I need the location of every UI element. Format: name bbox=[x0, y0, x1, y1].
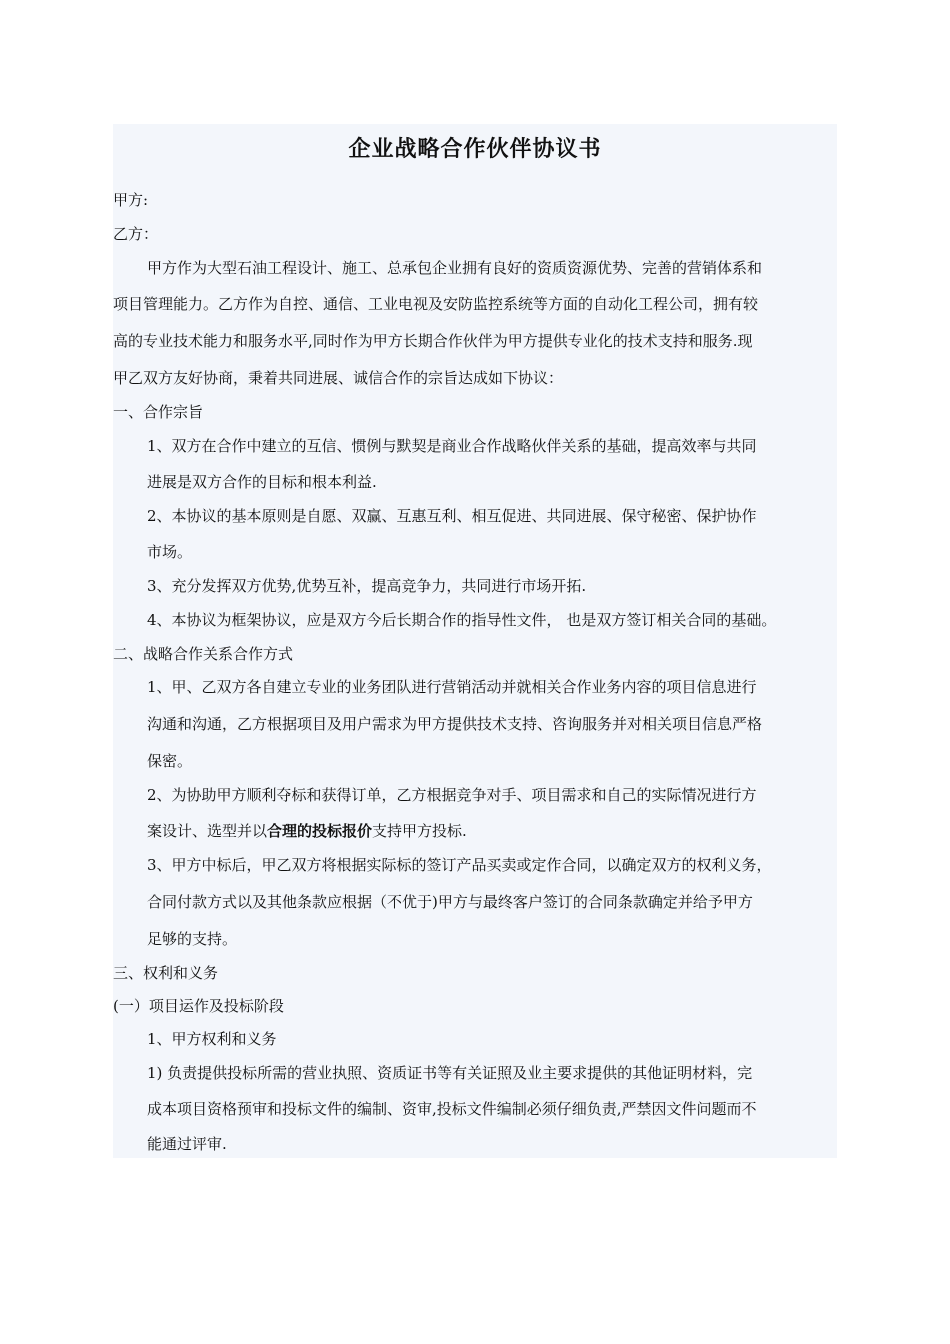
section2-item: 3、甲方中标后，甲乙双方将根据实际标的签订产品买卖或定作合同，以确定双方的权利义务， bbox=[147, 856, 772, 874]
section3-detail: 能通过评审. bbox=[147, 1135, 227, 1153]
section2-item-bold-line bbox=[147, 819, 467, 843]
section3-subheading: (一）项目运作及投标阶段 bbox=[113, 997, 284, 1015]
text-segment: 案设计、选型并以 bbox=[147, 822, 268, 840]
section2-item: 保密。 bbox=[147, 752, 193, 770]
section3-detail: 成本项目资格预审和投标文件的编制、资审,投标文件编制必须仔细负责,严禁因文件问题而不 bbox=[147, 1100, 757, 1118]
section1-item: 1、双方在合作中建立的互信、惯例与默契是商业合作战略伙伴关系的基础，提高效率与共同 bbox=[147, 437, 757, 455]
party-a-line: 甲方: bbox=[113, 191, 149, 209]
intro-line: 甲乙双方友好协商，秉着共同进展、诚信合作的宗旨达成如下协议： bbox=[113, 369, 564, 387]
section3-item: 1、甲方权利和义务 bbox=[147, 1030, 277, 1048]
document-page bbox=[113, 124, 837, 1158]
intro-line: 高的专业技术能力和服务水平,同时作为甲方长期合作伙伴为甲方提供专业化的技术支持和服务.现 bbox=[113, 332, 753, 350]
bold-phrase: 合理的投标报价 bbox=[267, 822, 373, 840]
section2-item: 2、为协助甲方顺利夺标和获得订单，乙方根据竞争对手、项目需求和自己的实际情况进行方 bbox=[147, 786, 757, 804]
section1-item: 市场。 bbox=[147, 543, 193, 561]
section2-item: 合同付款方式以及其他条款应根据（不优于)甲方与最终客户签订的合同条款确定并给予甲方 bbox=[147, 893, 753, 911]
section3-heading: 三、权利和义务 bbox=[113, 964, 219, 982]
intro-line: 项目管理能力。乙方作为自控、通信、工业电视及安防监控系统等方面的自动化工程公司，拥有较 bbox=[113, 295, 759, 313]
section2-item: 足够的支持。 bbox=[147, 930, 238, 948]
section2-heading: 二、战略合作关系合作方式 bbox=[113, 645, 294, 663]
section3-detail: 1) 负责提供投标所需的营业执照、资质证书等有关证照及业主要求提供的其他证明材料，完 bbox=[147, 1064, 753, 1082]
section1-heading: 一、合作宗旨 bbox=[113, 403, 204, 421]
section2-item: 沟通和沟通，乙方根据项目及用户需求为甲方提供技术支持、咨询服务并对相关项目信息严格 bbox=[147, 715, 763, 733]
document-title: 企业战略合作伙伴协议书 bbox=[348, 137, 602, 162]
party-b-line: 乙方： bbox=[113, 225, 159, 243]
section1-item: 进展是双方合作的目标和根本利益. bbox=[147, 473, 377, 491]
section1-item: 3、充分发挥双方优势,优势互补，提高竞争力，共同进行市场开拓. bbox=[147, 577, 587, 595]
text-segment: 支持甲方投标. bbox=[372, 822, 467, 840]
section1-item: 4、本协议为框架协议，应是双方今后长期合作的指导性文件， 也是双方签订相关合同的基础。 bbox=[147, 611, 777, 629]
section1-item: 2、本协议的基本原则是自愿、双赢、互惠互利、相互促进、共同进展、保守秘密、保护协作 bbox=[147, 507, 757, 525]
section2-item: 1、甲、乙双方各自建立专业的业务团队进行营销活动并就相关合作业务内容的项目信息进行 bbox=[147, 678, 757, 696]
intro-line: 甲方作为大型石油工程设计、施工、总承包企业拥有良好的资质资源优势、完善的营销体系和 bbox=[147, 259, 763, 277]
